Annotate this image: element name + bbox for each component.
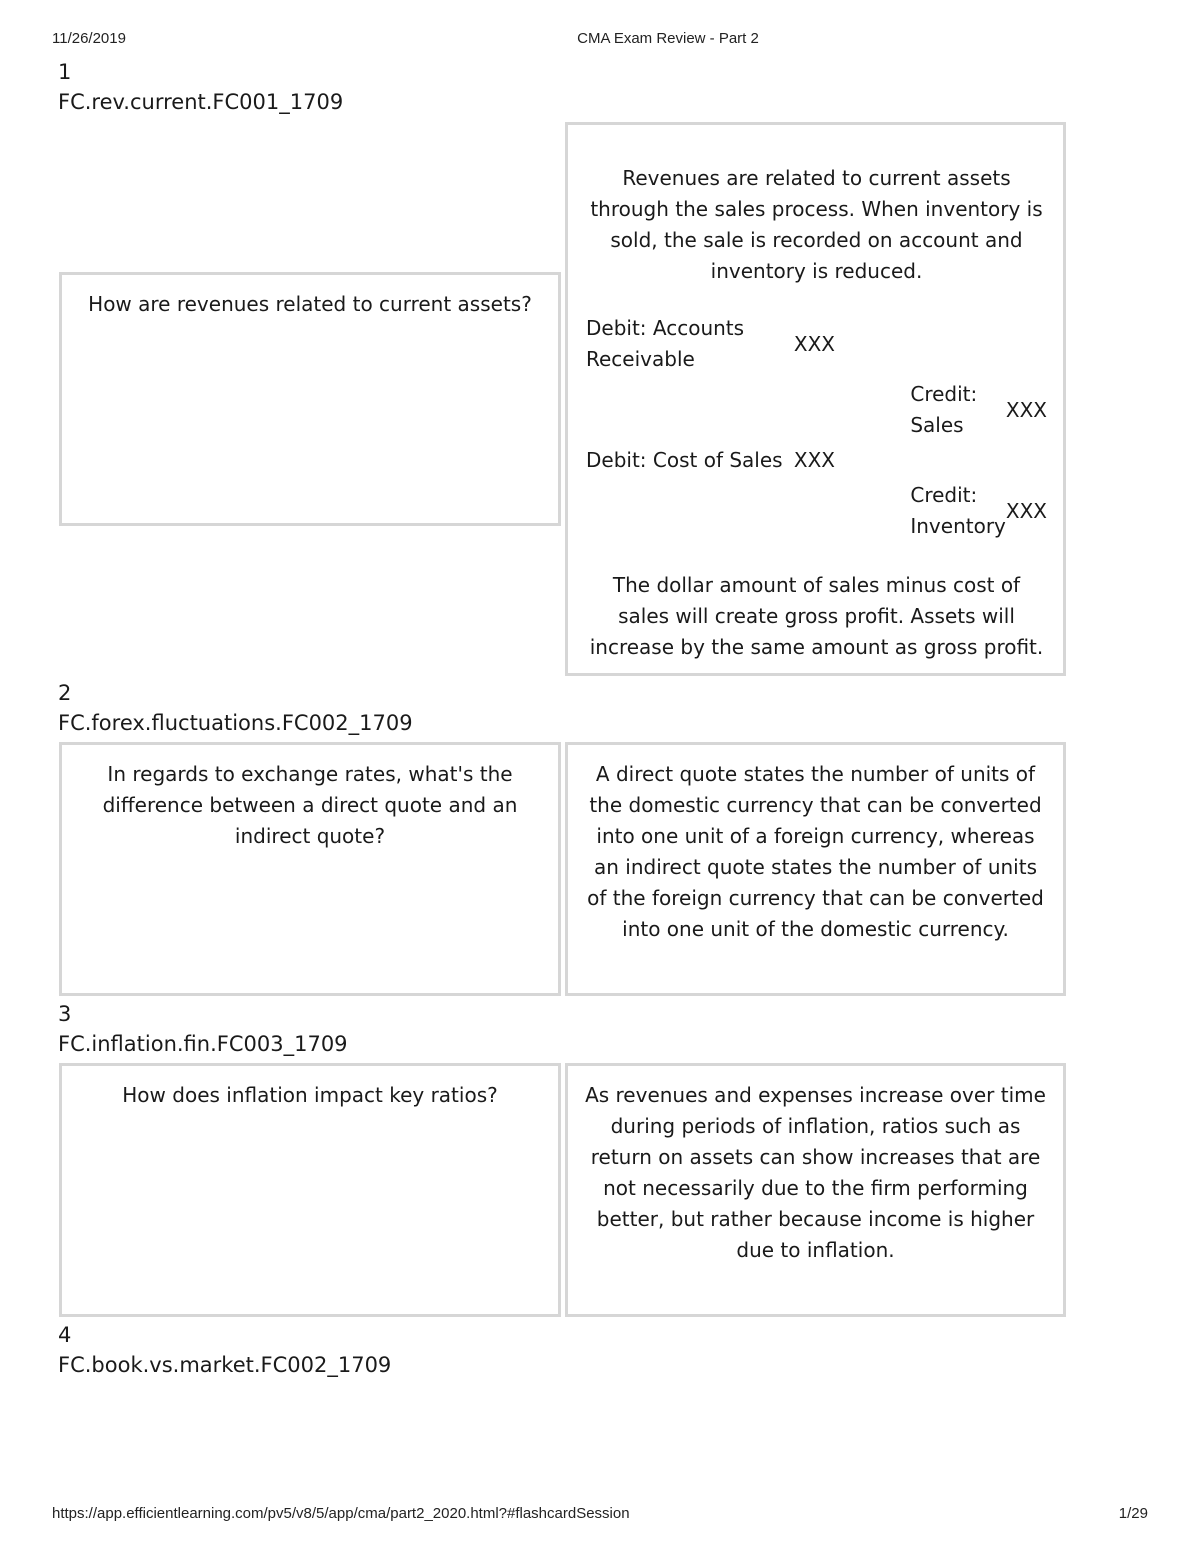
page-title: CMA Exam Review - Part 2 xyxy=(577,30,759,47)
credit-label xyxy=(910,311,1006,377)
credit-amount xyxy=(1006,443,1047,478)
credit-label: Credit: Inventory xyxy=(910,483,1006,538)
print-date: 11/26/2019 xyxy=(52,30,126,47)
debit-amount: XXX xyxy=(793,448,835,472)
card-number: 2 xyxy=(58,681,72,705)
debit-amount xyxy=(794,377,910,443)
credit-label xyxy=(910,443,1006,478)
card-id: FC.rev.current.FC001_1709 xyxy=(58,90,344,114)
question-text: How are revenues related to current assets? xyxy=(88,292,532,316)
credit-amount: XXX xyxy=(1005,498,1047,523)
debit-label: Debit: Accounts Receivable xyxy=(586,316,745,371)
credit-label: Credit: Sales xyxy=(910,382,978,437)
card-id: FC.inflation.fin.FC003_1709 xyxy=(58,1032,348,1056)
credit-amount: XXX xyxy=(1005,397,1047,422)
answer-card[interactable] xyxy=(565,1063,1066,1317)
journal-row xyxy=(586,311,1047,377)
question-card[interactable] xyxy=(59,742,561,996)
answer-card[interactable] xyxy=(565,122,1066,676)
card-id: FC.book.vs.market.FC002_1709 xyxy=(58,1353,392,1377)
question-text: In regards to exchange rates, what's the difference between a direct quote and an indirect quote? xyxy=(102,762,518,848)
answer-text: A direct quote states the number of units of the domestic currency that can be converted into one unit of a foreign currency, whereas an indirect quote states the number of units of the foreign currency that can be converted into one unit of the domestic currency. xyxy=(587,762,1044,941)
debit-amount: XXX xyxy=(793,331,835,356)
answer-text: As revenues and expenses increase over time during periods of inflation, ratios such as return on assets can show increases that are not necessarily due to the firm performing better, but rather because income is higher due to inflation. xyxy=(585,1083,1046,1262)
card-number: 3 xyxy=(58,1002,72,1026)
page-number: 1/29 xyxy=(1118,1505,1148,1522)
question-card[interactable] xyxy=(59,272,561,526)
question-card[interactable] xyxy=(59,1063,561,1317)
answer-intro: Revenues are related to current assets through the sales process. When inventory is sold, the sale is recorded on account and inventory is reduced. xyxy=(590,166,1043,283)
journal-entry-table xyxy=(586,311,1047,544)
debit-label xyxy=(586,377,794,443)
debit-amount xyxy=(794,478,910,544)
journal-row xyxy=(586,478,1047,544)
journal-row xyxy=(586,443,1047,478)
card-number: 4 xyxy=(58,1323,72,1347)
credit-amount xyxy=(1006,311,1047,377)
card-number: 1 xyxy=(58,60,72,84)
journal-row xyxy=(586,377,1047,443)
question-text: How does inflation impact key ratios? xyxy=(122,1083,498,1107)
answer-outro: The dollar amount of sales minus cost of sales will create gross profit. Assets will increase by the same amount as gross profit. xyxy=(589,573,1044,659)
debit-label xyxy=(586,478,794,544)
debit-label: Debit: Cost of Sales xyxy=(586,448,783,472)
page-url: https://app.efficientlearning.com/pv5/v8/5/app/cma/part2_2020.html?#flashcardSession xyxy=(52,1505,630,1522)
answer-card[interactable] xyxy=(565,742,1066,996)
card-id: FC.forex.fluctuations.FC002_1709 xyxy=(58,711,413,735)
